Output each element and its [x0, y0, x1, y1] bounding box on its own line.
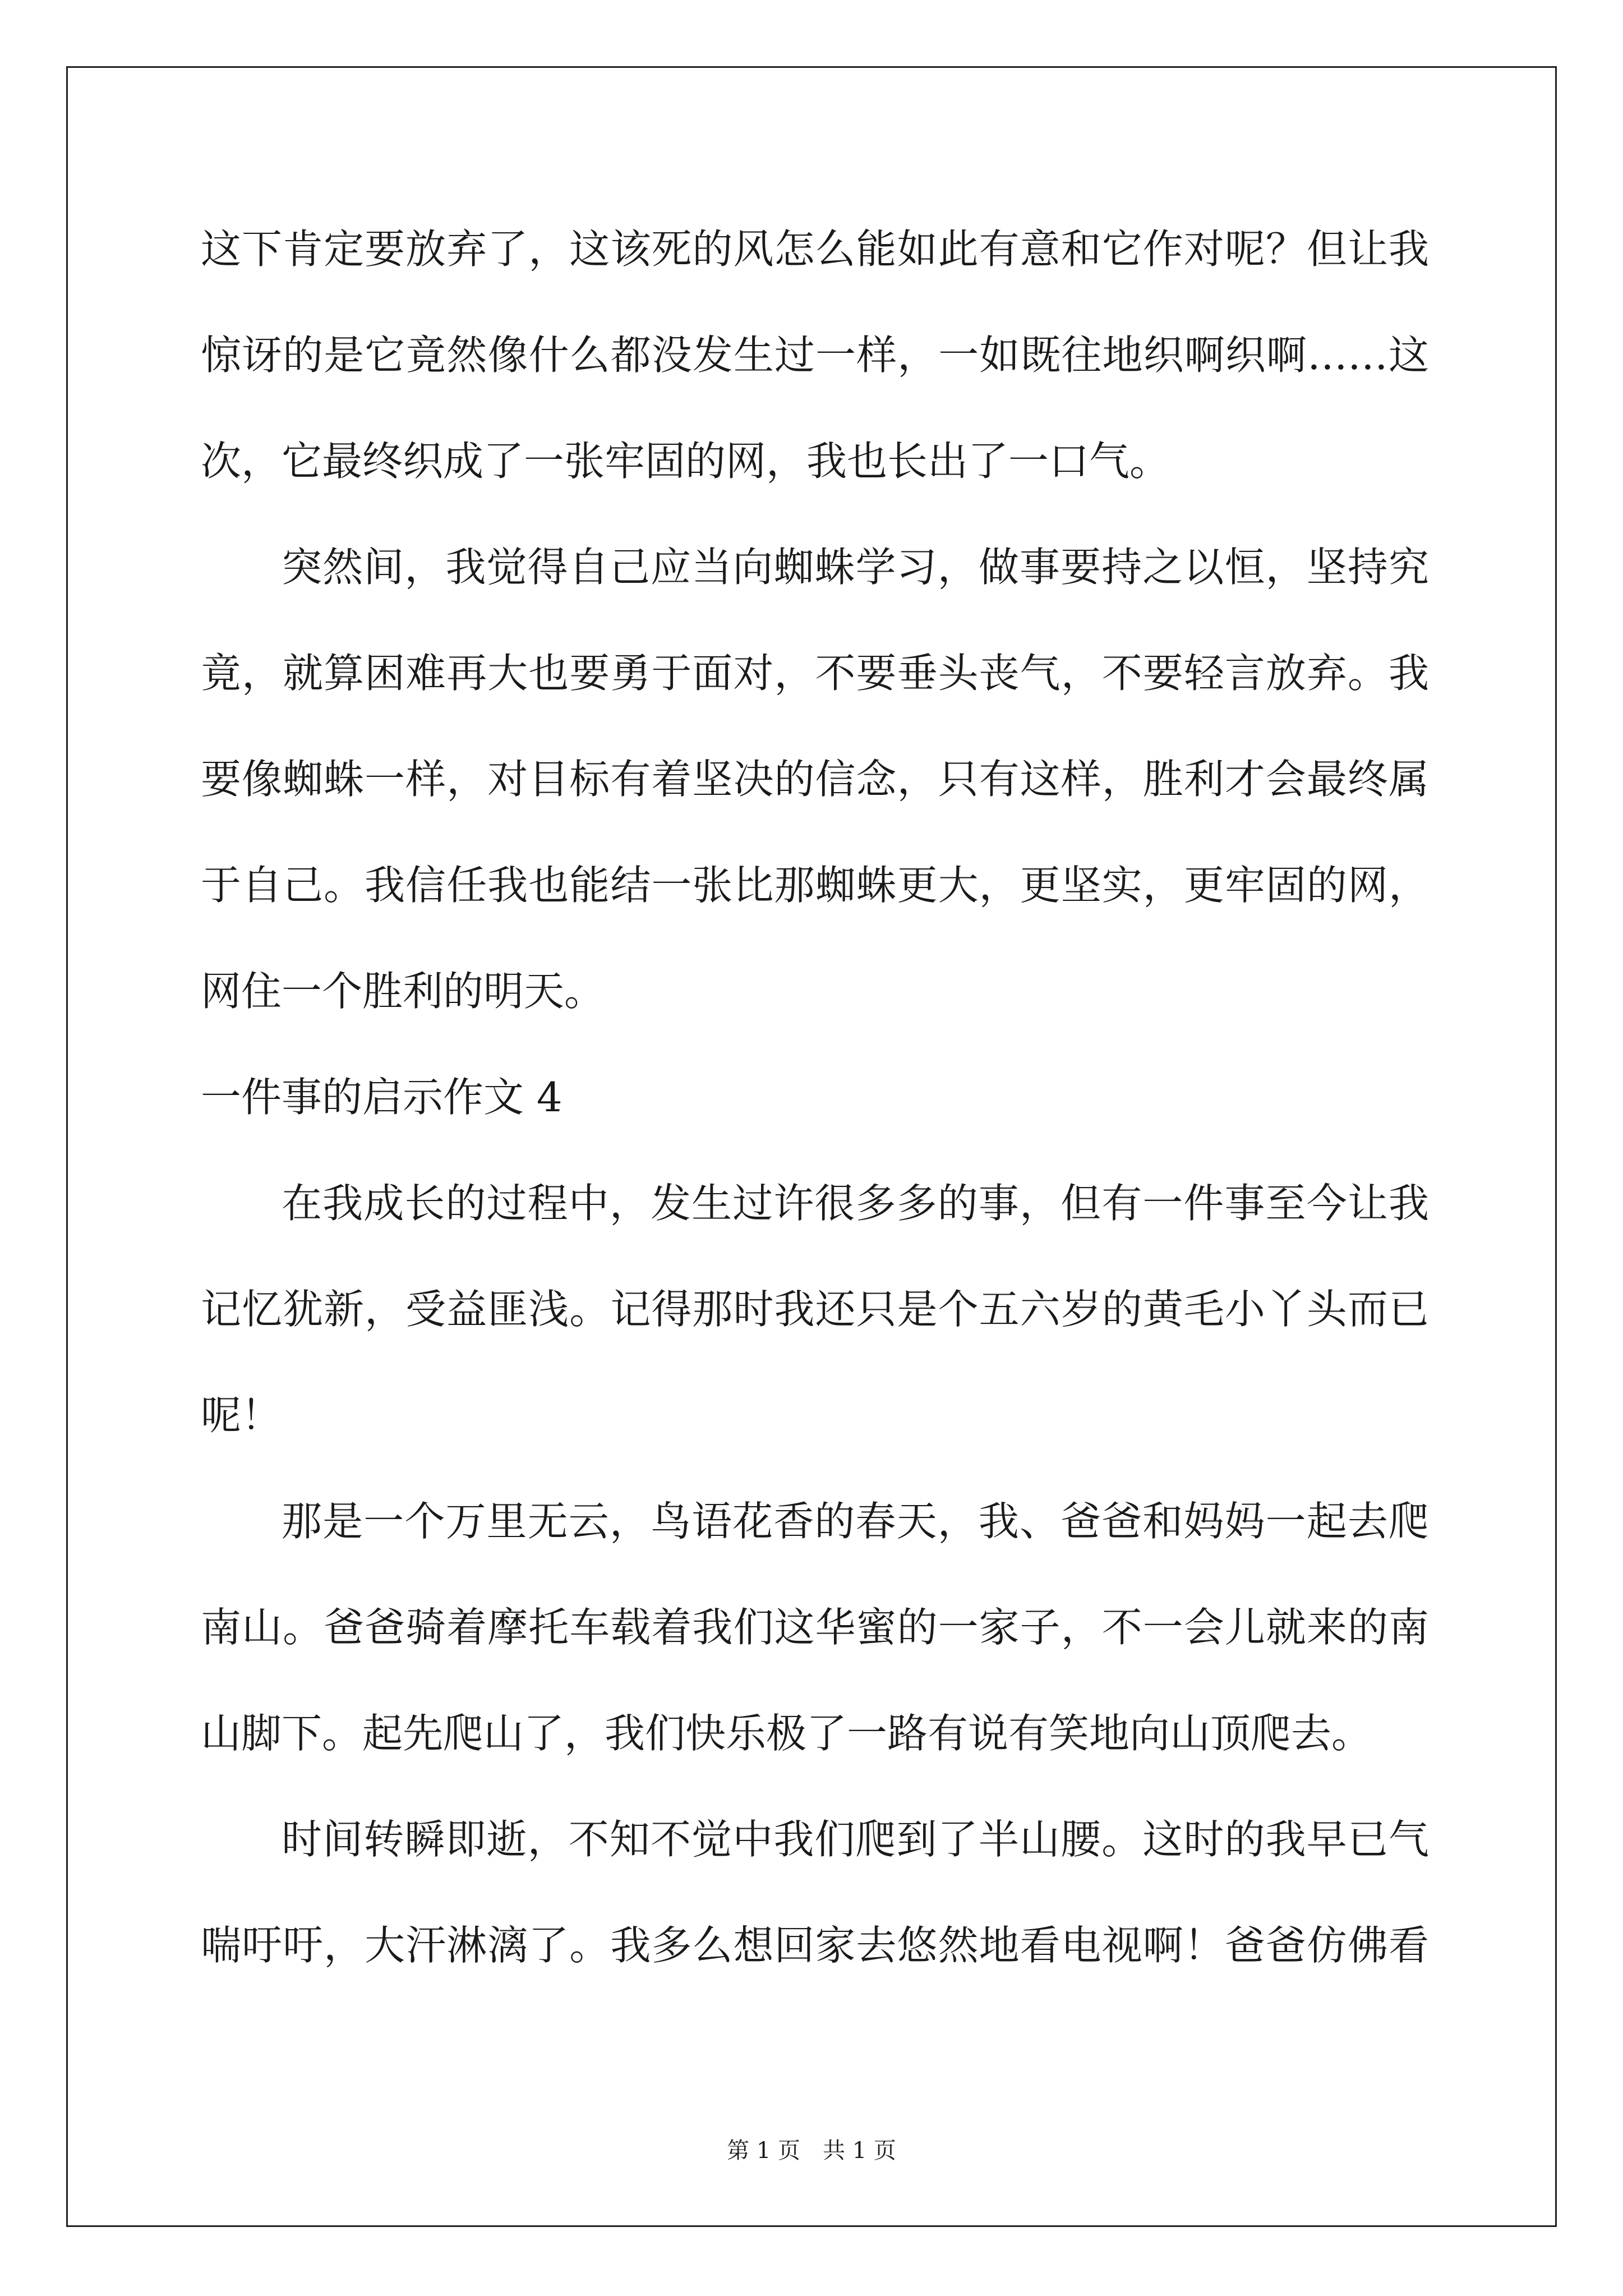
text-line: 山脚下。起先爬山了，我们快乐极了一路有说有笑地向山顶爬去。 — [201, 1710, 1372, 1757]
page-frame — [66, 66, 1557, 2227]
text-line: 网住一个胜利的明天。 — [201, 968, 605, 1015]
text-line: 要像蜘蛛一样，对目标有着坚决的信念，只有这样，胜利才会最终属 — [201, 756, 1429, 803]
text-line: 于自己。我信任我也能结一张比那蜘蛛更大，更坚实，更牢固的网， — [201, 862, 1429, 909]
paragraph-first-line: 时间转瞬即逝，不知不觉中我们爬到了半山腰。这时的我早已气 — [282, 1816, 1429, 1863]
text-line: 南山。爸爸骑着摩托车载着我们这华蜜的一家子，不一会儿就来的南 — [201, 1604, 1429, 1651]
text-line: 竟，就算困难再大也要勇于面对，不要垂头丧气，不要轻言放弃。我 — [201, 650, 1429, 697]
paragraph-first-line: 在我成长的过程中，发生过许很多多的事，但有一件事至今让我 — [282, 1180, 1429, 1227]
text-line: 惊讶的是它竟然像什么都没发生过一样，一如既往地织啊织啊……这 — [201, 332, 1429, 379]
text-line: 次，它最终织成了一张牢固的网，我也长出了一口气。 — [201, 438, 1170, 485]
page-footer: 第 1 页 共 1 页 — [727, 2138, 896, 2164]
text-line: 喘吁吁，大汗淋漓了。我多么想回家去悠然地看电视啊！爸爸仿佛看 — [201, 1922, 1429, 1969]
text-line: 这下肯定要放弃了，这该死的风怎么能如此有意和它作对呢？但让我 — [201, 226, 1429, 273]
section-heading: 一件事的启示作文 4 — [201, 1074, 562, 1121]
paragraph-first-line: 那是一个万里无云，鸟语花香的春天，我、爸爸和妈妈一起去爬 — [282, 1498, 1429, 1545]
paragraph-first-line: 突然间，我觉得自己应当向蜘蛛学习，做事要持之以恒，坚持究 — [282, 544, 1429, 591]
text-line: 呢！ — [201, 1392, 282, 1439]
text-line: 记忆犹新，受益匪浅。记得那时我还只是个五六岁的黄毛小丫头而已 — [201, 1286, 1429, 1333]
